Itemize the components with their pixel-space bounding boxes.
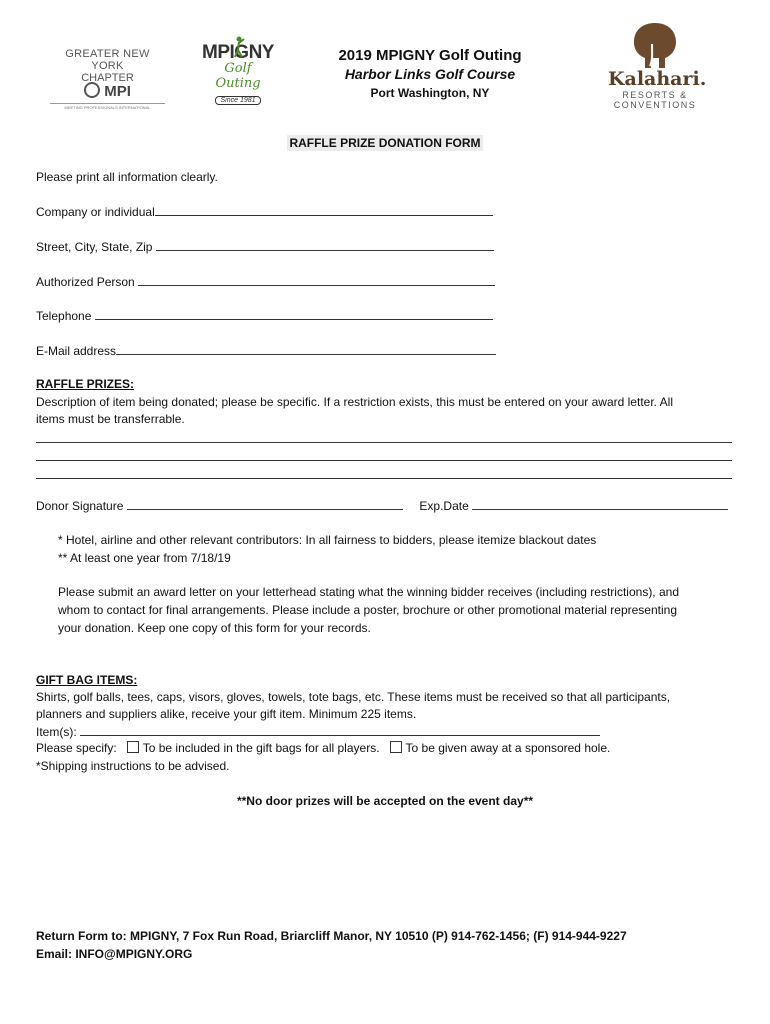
note-hotel: * Hotel, airline and other relevant contributors: In all fairness to bidders, please itemize blackout dates (58, 533, 597, 547)
donor-signature-label: Donor Signature (36, 499, 124, 513)
golf-outing-script: Golf Outing (215, 61, 261, 91)
donor-signature-blank[interactable] (127, 498, 403, 510)
event-location: Port Washington, NY (370, 86, 490, 100)
telephone-blank[interactable] (95, 308, 493, 320)
shipping-note: *Shipping instructions to be advised. (36, 759, 230, 773)
items-blank[interactable] (80, 724, 600, 736)
elephant-icon (625, 20, 685, 70)
mpigny-golf-logo (202, 34, 274, 106)
specify-label: Please specify: (36, 741, 117, 755)
logo-line2: CHAPTER (81, 72, 134, 84)
exp-date-label: Exp.Date (419, 499, 469, 513)
kalahari-line1: RESORTS & (622, 90, 688, 100)
signature-row (36, 498, 728, 513)
gift-line-2: planners and suppliers alike, receive your gift item. Minimum 225 items. (36, 707, 417, 721)
mpi-chapter-logo (50, 48, 165, 110)
email-label: E-Mail address (36, 344, 117, 358)
email-field[interactable] (36, 343, 496, 358)
logo-tagline: MEETING PROFESSIONALS INTERNATIONAL (50, 103, 165, 110)
description-line-3[interactable] (36, 467, 732, 479)
form-title: RAFFLE PRIZE DONATION FORM (289, 136, 481, 150)
description-line-2[interactable] (36, 449, 732, 461)
kalahari-name: Kalahari. (608, 68, 707, 90)
award-letter-3: your donation. Keep one copy of this form for your records. (58, 621, 371, 635)
kalahari-line2: CONVENTIONS (613, 100, 697, 110)
gift-bag-checkbox[interactable] (127, 741, 139, 753)
gift-line-1: Shirts, golf balls, tees, caps, visors, gloves, towels, tote bags, etc. These items must be received so that all participants, (36, 690, 671, 704)
raffle-desc-1: Description of item being donated; please be specific. If a restriction exists, this must be entered on your award letter. All (36, 395, 673, 409)
event-venue: Harbor Links Golf Course (344, 66, 516, 82)
mpi-mark: MPI (50, 82, 165, 100)
golfer-icon (232, 36, 246, 58)
company-field[interactable] (36, 204, 493, 219)
email-blank[interactable] (116, 343, 496, 355)
company-blank[interactable] (155, 204, 493, 216)
mpigny-logo-name: MPIGNY (202, 42, 274, 63)
gift-heading: GIFT BAG ITEMS: (36, 673, 138, 687)
description-line-1[interactable] (36, 431, 732, 443)
logo-line1: GREATER NEW YORK (65, 48, 150, 72)
raffle-desc-2: items must be transferrable. (36, 412, 185, 426)
note-one-year: ** At least one year from 7/18/19 (58, 551, 231, 565)
return-email: Email: INFO@MPIGNY.ORG (36, 947, 193, 961)
telephone-label: Telephone (36, 309, 92, 323)
intro-text: Please print all information clearly. (36, 170, 218, 184)
since-badge: Since 1981 (215, 96, 260, 105)
event-title: 2019 MPIGNY Golf Outing (338, 47, 522, 64)
raffle-heading: RAFFLE PRIZES: (36, 377, 134, 391)
sponsored-hole-option: To be given away at a sponsored hole. (405, 741, 611, 755)
telephone-field[interactable] (36, 308, 493, 323)
street-field[interactable] (36, 239, 494, 254)
authorized-field[interactable] (36, 274, 495, 289)
authorized-label: Authorized Person (36, 275, 135, 289)
return-address: Return Form to: MPIGNY, 7 Fox Run Road, Briarcliff Manor, NY 10510 (P) 914-762-1456; (F) 914-944-9227 (36, 929, 627, 943)
kalahari-logo (608, 20, 707, 120)
exp-date-blank[interactable] (472, 498, 728, 510)
gift-bag-option: To be included in the gift bags for all players. (142, 741, 380, 755)
items-label: Item(s): (36, 725, 77, 739)
award-letter-2: whom to contact for final arrangements. Please include a poster, brochure or other promotional material representing (58, 603, 677, 617)
street-blank[interactable] (156, 239, 494, 251)
award-letter-1: Please submit an award letter on your letterhead stating what the winning bidder receives (including restrictions), and (58, 585, 679, 599)
specify-row (36, 741, 610, 755)
company-label: Company or individual (36, 205, 155, 219)
form-title-wrap (0, 136, 770, 150)
authorized-blank[interactable] (138, 274, 495, 286)
sponsored-hole-checkbox[interactable] (390, 741, 402, 753)
items-field[interactable] (36, 724, 600, 739)
street-label: Street, City, State, Zip (36, 240, 153, 254)
no-door-prizes: **No door prizes will be accepted on the event day** (236, 794, 534, 808)
